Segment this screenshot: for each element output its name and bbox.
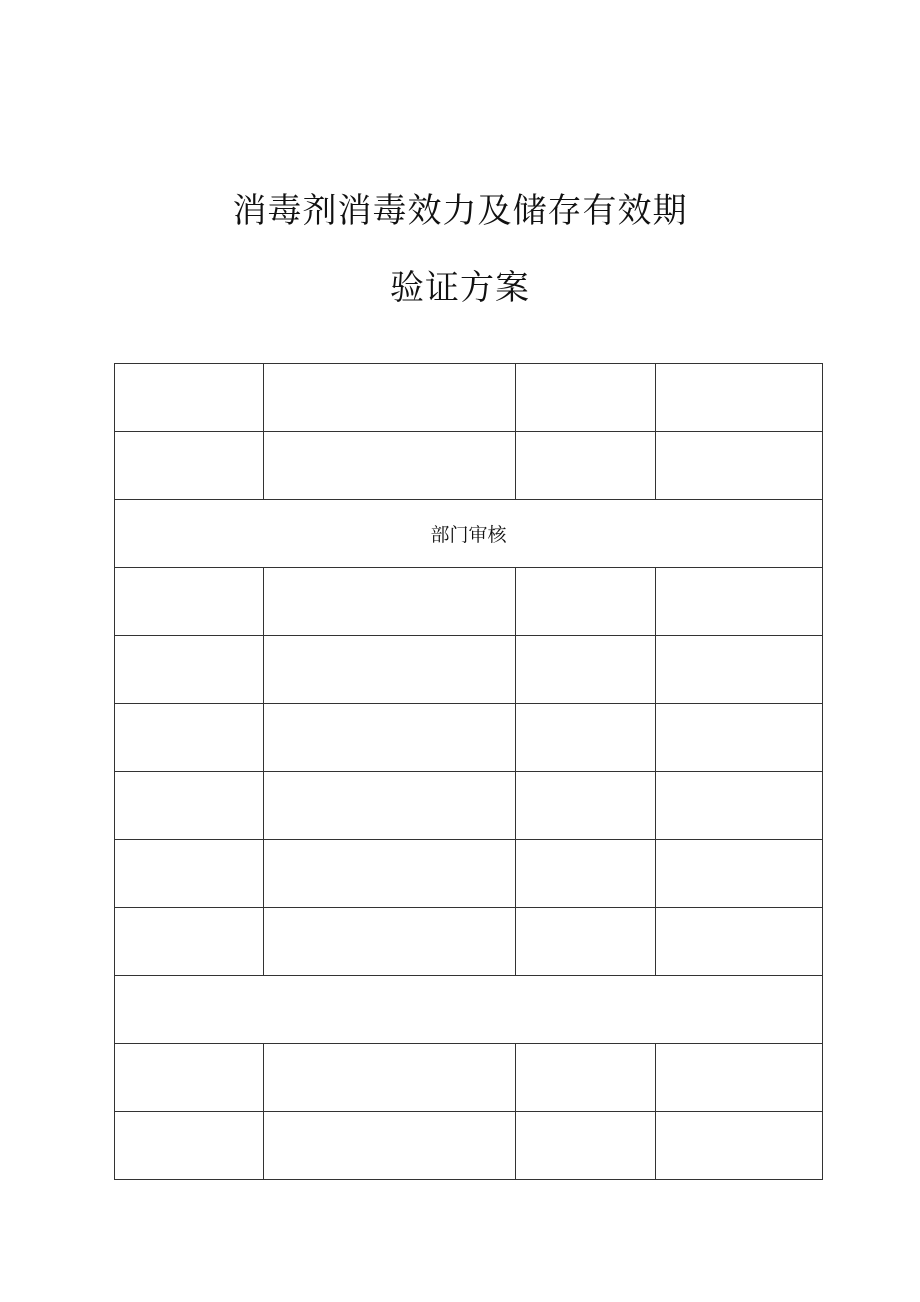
table-cell — [115, 1044, 264, 1112]
table-row — [115, 908, 823, 976]
department-review-header: 部门审核 — [115, 500, 823, 568]
document-title: 消毒剂消毒效力及储存有效期 — [232, 191, 688, 231]
table-cell — [115, 364, 264, 432]
table-row — [115, 1044, 823, 1112]
table-cell — [115, 432, 264, 500]
approval-form-table — [114, 363, 823, 1180]
table-row — [115, 1112, 823, 1180]
table-row — [115, 636, 823, 704]
table-row — [115, 840, 823, 908]
table-cell — [656, 840, 823, 908]
table-cell — [264, 1112, 516, 1180]
table-cell — [656, 908, 823, 976]
table-cell — [115, 772, 264, 840]
table-cell — [516, 1112, 656, 1180]
table-row — [115, 364, 823, 432]
table-cell — [656, 568, 823, 636]
table-cell — [656, 772, 823, 840]
table-cell — [264, 364, 516, 432]
table-cell — [115, 908, 264, 976]
document-subtitle: 验证方案 — [390, 268, 530, 308]
table-cell — [516, 364, 656, 432]
table-cell — [264, 772, 516, 840]
table-cell — [656, 636, 823, 704]
table-cell — [264, 432, 516, 500]
table-cell — [516, 704, 656, 772]
second-section-header — [115, 976, 823, 1044]
table-cell — [264, 840, 516, 908]
table-cell — [115, 636, 264, 704]
table-cell — [115, 840, 264, 908]
table-cell — [516, 1044, 656, 1112]
table-cell — [264, 704, 516, 772]
table-cell — [264, 908, 516, 976]
table-cell — [115, 568, 264, 636]
table-cell — [516, 636, 656, 704]
table-cell — [115, 704, 264, 772]
table-row — [115, 432, 823, 500]
section-header-row — [115, 500, 823, 568]
table-cell — [516, 772, 656, 840]
table-cell — [656, 704, 823, 772]
table-cell — [264, 568, 516, 636]
section-header-row — [115, 976, 823, 1044]
table-cell — [656, 364, 823, 432]
table-cell — [516, 840, 656, 908]
table-cell — [115, 1112, 264, 1180]
table-cell — [264, 1044, 516, 1112]
table-row — [115, 704, 823, 772]
table-cell — [264, 636, 516, 704]
table-cell — [516, 568, 656, 636]
table-cell — [656, 1044, 823, 1112]
table-row — [115, 568, 823, 636]
table-cell — [516, 432, 656, 500]
table-cell — [516, 908, 656, 976]
table-row — [115, 772, 823, 840]
table-cell — [656, 1112, 823, 1180]
table-cell — [656, 432, 823, 500]
